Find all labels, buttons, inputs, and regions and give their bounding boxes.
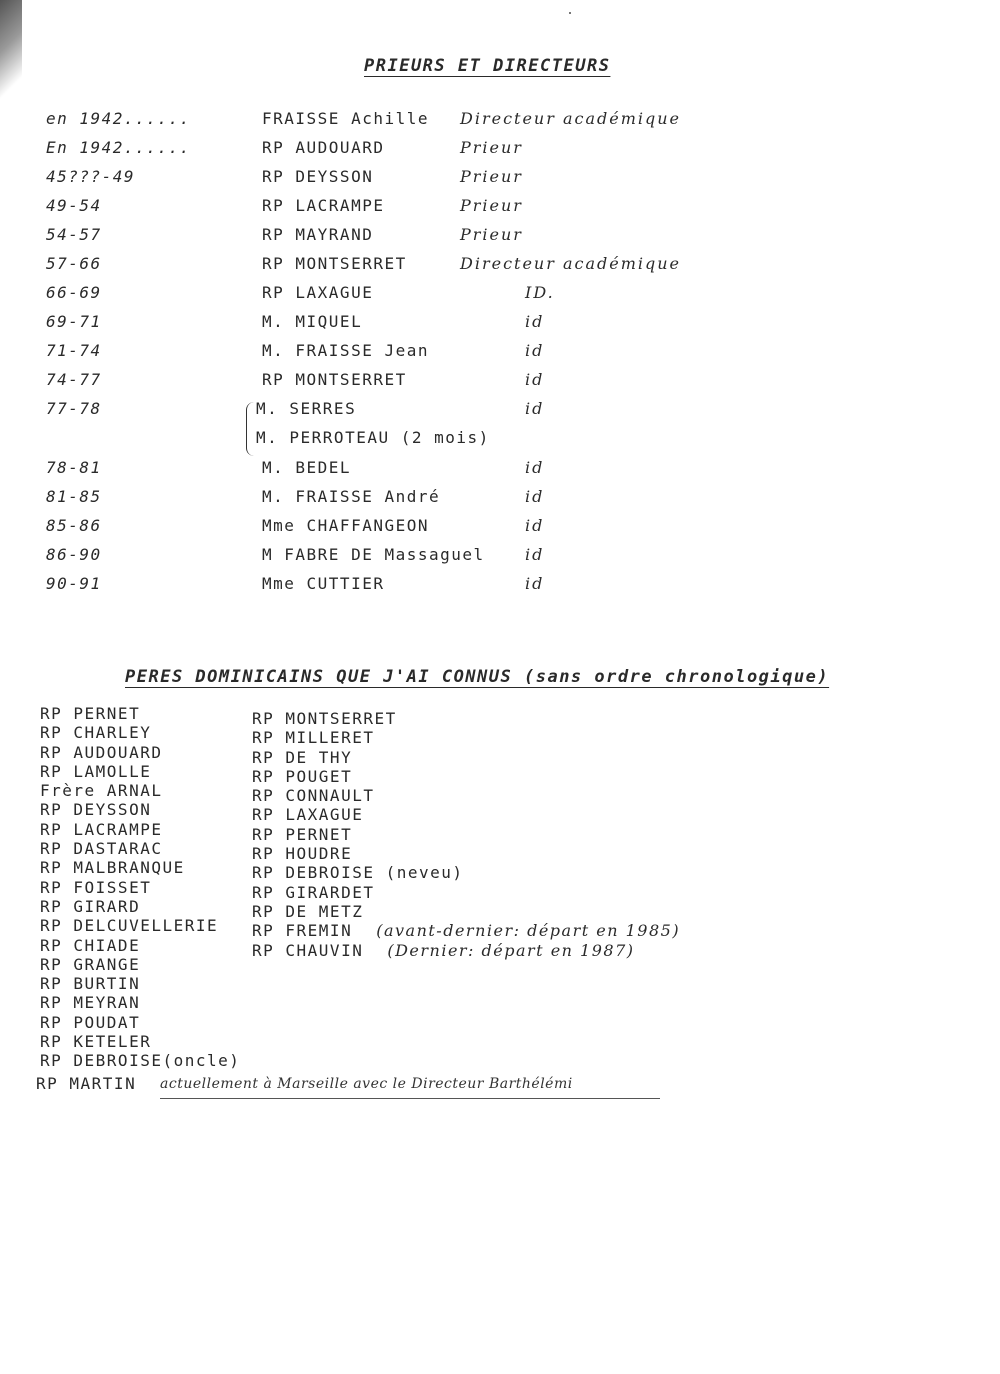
director-role: Directeur académique [460,254,682,273]
director-date: En 1942...... [46,138,191,157]
father-name [252,883,680,902]
father-name [40,858,240,877]
director-role: id [525,516,545,535]
director-role: Prieur [460,167,523,186]
director-name: M. FRAISSE Jean [262,341,429,360]
director-row [0,545,1000,574]
director-row [0,225,1000,254]
director-row [0,428,1000,457]
father-name-text: RP LAMOLLE [40,761,152,781]
director-row [0,487,1000,516]
father-name-text: RP AUDOUARD [40,742,163,762]
father-name [40,743,240,762]
director-date: 81-85 [46,487,102,506]
father-name-text: RP MALBRANQUE [40,858,185,878]
director-name: RP LACRAMPE [262,196,385,215]
director-row [0,574,1000,603]
father-name [40,839,240,858]
director-role: id [525,458,545,477]
father-name-text: RP GIRARDET [252,882,375,902]
director-row [0,516,1000,545]
director-name: RP DEYSSON [262,167,374,186]
father-name-text: RP PERNET [40,704,141,723]
director-name: M. PERROTEAU (2 mois) [256,428,490,447]
father-name-text: RP POUDAT [40,1012,141,1032]
father-name [252,786,680,805]
director-role: id [525,370,545,389]
father-name [252,825,680,844]
father-name [40,897,240,916]
director-name: RP AUDOUARD [262,138,385,157]
director-date: 85-86 [46,516,102,535]
father-name-text: RP DASTARAC [40,839,163,859]
father-name [252,921,680,940]
director-row [0,109,1000,138]
father-name-text: RP FOISSET [40,877,152,897]
father-name [40,762,240,781]
father-name-text: RP CHIADE [40,935,141,955]
father-name-text: RP DEYSSON [40,800,152,820]
director-date: 74-77 [46,370,102,389]
father-name [252,748,680,767]
father-name [252,805,680,824]
father-name-text: RP CHARLEY [40,723,152,743]
director-row [0,283,1000,312]
father-name-text: RP DE METZ [252,901,364,921]
father-name [40,955,240,974]
director-row [0,341,1000,370]
director-row [0,399,1000,428]
father-name-text: RP MILLERET [252,728,375,748]
father-name [252,709,680,728]
director-role: id [525,574,545,593]
father-name [40,974,240,993]
father-name-text: RP CHAUVIN [252,940,364,960]
director-date: 77-78 [46,399,102,418]
father-name-text: RP HOUDRE [252,844,353,864]
father-name [40,1032,240,1051]
father-name-text: RP PERNET [252,824,353,844]
father-name-text: RP GIRARD [40,896,141,916]
section2-title: PERES DOMINICAINS QUE J'AI CONNUS (sans ordre chronologique) [125,667,830,687]
director-date: 71-74 [46,341,102,360]
father-name-text: RP MONTSERRET [252,709,397,728]
father-name [252,844,680,863]
director-role: Directeur académique [460,109,682,128]
director-row [0,458,1000,487]
father-name-text: RP LAXAGUE [252,805,364,825]
director-name: RP LAXAGUE [262,283,374,302]
director-role: Prieur [460,225,523,244]
father-name [40,781,240,800]
director-row [0,370,1000,399]
director-role: id [525,341,545,360]
martin-note: actuellement à Marseille avec le Directeur Barthélémi [160,1076,573,1092]
director-name: RP MONTSERRET [262,370,407,389]
father-name [252,728,680,747]
father-name-text: RP MEYRAN [40,993,141,1013]
director-date: 90-91 [46,574,102,593]
fathers-list-left [40,704,240,1071]
father-name [40,916,240,935]
director-date: 57-66 [46,254,102,273]
director-name: M. BEDEL [262,458,352,477]
father-name-text: Frère ARNAL [40,781,163,801]
director-role: Prieur [460,138,523,157]
handwritten-underline [160,1098,660,1099]
father-name [40,820,240,839]
director-name: M FABRE DE Massaguel [262,545,485,564]
director-row [0,167,1000,196]
father-name [40,878,240,897]
director-role: Prieur [460,196,523,215]
father-name [40,1051,240,1070]
director-row [0,196,1000,225]
martin-name: RP MARTIN [36,1074,137,1093]
martin-row [0,1074,1000,1098]
father-name [252,941,680,960]
father-name [40,936,240,955]
father-name-text: RP LACRAMPE [40,819,163,839]
father-name-text: RP GRANGE [40,954,141,974]
director-name: M. SERRES [256,399,357,418]
chauvin-note: (Dernier: départ en 1987) [387,940,635,960]
director-date: 66-69 [46,283,102,302]
director-date: 86-90 [46,545,102,564]
director-role: id [525,312,545,331]
director-name: M. MIQUEL [262,312,363,331]
director-date: 45???-49 [46,167,136,186]
father-name-text: RP DELCUVELLERIE [40,916,219,936]
director-name: RP MONTSERRET [262,254,407,273]
father-name-text: RP DEBROISE(oncle) [40,1051,241,1071]
father-name [252,863,680,882]
scan-speck [569,12,571,14]
father-name [40,1013,240,1032]
director-row [0,254,1000,283]
director-name: Mme CUTTIER [262,574,385,593]
director-role: id [525,487,545,506]
father-name [252,902,680,921]
father-name-text: RP DE THY [252,747,353,767]
director-name: M. FRAISSE André [262,487,441,506]
director-date: en 1942...... [46,109,191,128]
father-name [252,767,680,786]
director-date: 78-81 [46,458,102,477]
father-name [40,993,240,1012]
section1-title: PRIEURS ET DIRECTEURS [364,56,611,76]
director-name: FRAISSE Achille [262,109,429,128]
father-name-text: RP DEBROISE (neveu) [252,863,464,883]
director-date: 49-54 [46,196,102,215]
father-name-text: RP FREMIN [252,921,353,941]
father-name-text: RP BURTIN [40,974,141,994]
father-name [40,800,240,819]
director-role: id [525,399,545,418]
director-name: RP MAYRAND [262,225,374,244]
director-name: Mme CHAFFANGEON [262,516,429,535]
fremin-note: (avant-dernier: départ en 1985) [376,921,681,941]
father-name-text: RP CONNAULT [252,786,375,806]
director-role: ID. [525,283,555,302]
father-name-text: RP POUGET [252,766,353,786]
director-row [0,138,1000,167]
director-role: id [525,545,545,564]
father-name [40,704,240,723]
director-date: 54-57 [46,225,102,244]
father-name-text: RP KETELER [40,1032,152,1052]
director-date: 69-71 [46,312,102,331]
scan-corner-shadow [0,0,22,110]
fathers-list-right [252,709,680,960]
director-row [0,312,1000,341]
bracket-77-78 [246,402,255,456]
father-name [40,723,240,742]
